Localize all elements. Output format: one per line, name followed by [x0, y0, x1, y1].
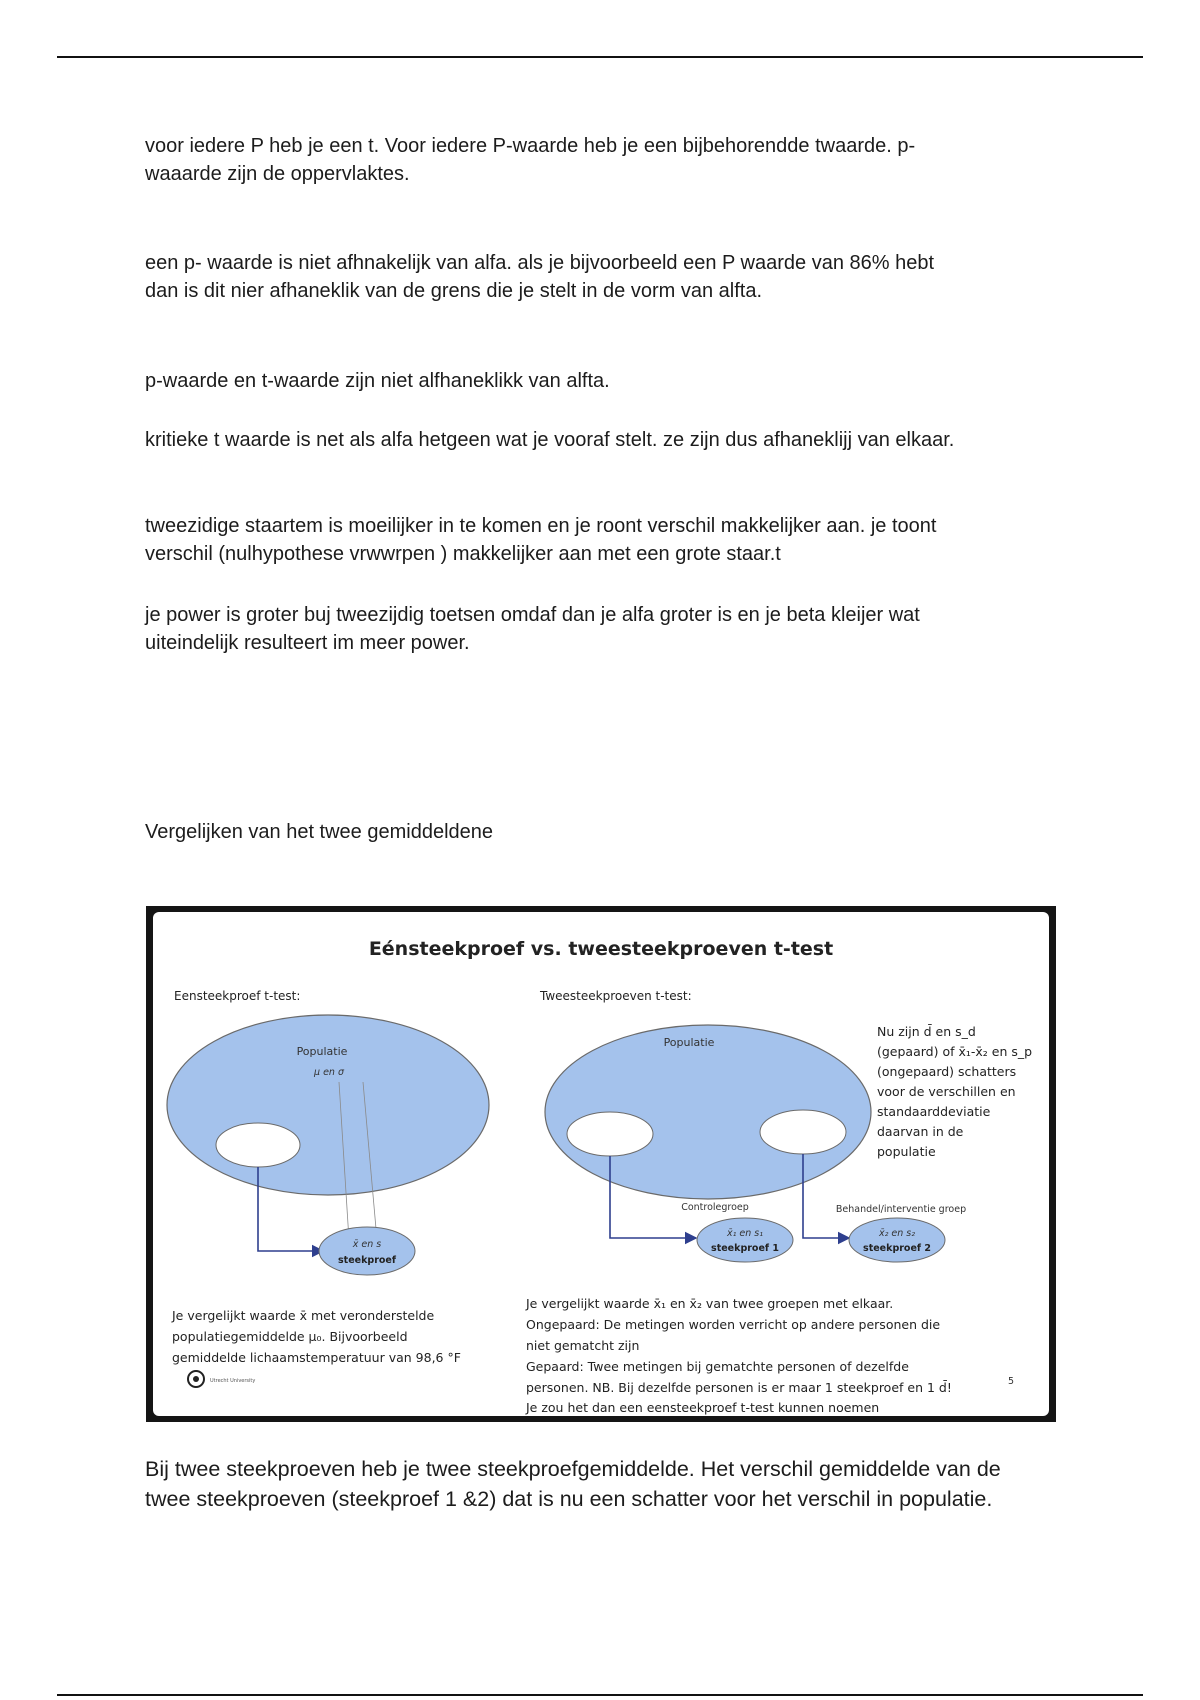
right-note: [525, 1296, 952, 1415]
text-line: Bij twee steekproeven heb je twee steekproefgemiddelde. Het verschil gemiddelde van de: [145, 1457, 1001, 1481]
paragraph-alfa: [145, 249, 1065, 305]
right-note-line: personen. NB. Bij dezelfde personen is er maar 1 steekproef en 1 d̄!: [526, 1380, 952, 1395]
paragraph-critical-t: [145, 426, 1065, 454]
left-note-line: populatiegemiddelde μ₀. Bijvoorbeeld: [172, 1329, 408, 1344]
right-subtitle: Tweesteekproeven t-test:: [540, 989, 692, 1003]
left-note-line: gemiddelde lichaamstemperatuur van 98,6 °F: [172, 1350, 461, 1365]
sample2-hole: [760, 1110, 846, 1154]
paragraph-p-values: [145, 132, 1065, 188]
left-population-ellipse: [167, 1015, 489, 1195]
side-note-line: daarvan in de: [877, 1124, 964, 1139]
left-sample-hole: [216, 1123, 300, 1167]
text-line: uiteindelijk resulteert im meer power.: [145, 632, 470, 654]
slide-title: Eénsteekproef vs. tweesteekproeven t-test: [368, 938, 834, 960]
left-note: [171, 1308, 461, 1365]
sample1-ellipse: [697, 1218, 793, 1262]
left-note-line: Je vergelijkt waarde x̄ met veronderstelde: [172, 1308, 435, 1323]
right-note-line: Gepaard: Twee metingen bij gematchte personen of dezelfde: [526, 1359, 909, 1374]
sample2-label: steekproef 2: [863, 1243, 931, 1254]
text-line: je power is groter buj tweezijdig toetsen omdaf dan je alfa groter is en je beta kleijer wat: [145, 604, 920, 626]
text-line: een p- waarde is niet afhnakelijk van alfa. als je bijvoorbeeld een P waarde van 86% hebt: [145, 252, 935, 274]
paragraph-independence: [145, 367, 1065, 395]
section-heading: [145, 818, 1065, 846]
text-line: voor iedere P heb je een t. Voor iedere P-waarde heb je een bijbehorendde twaarde. p-: [145, 135, 916, 157]
sample2-ellipse: [849, 1218, 945, 1262]
slide-page-number: 5: [1008, 1376, 1015, 1387]
left-population-label: Populatie: [296, 1045, 348, 1058]
side-note-line: Nu zijn d̄ en s_d: [877, 1024, 976, 1039]
control-group-label: Controlegroep: [681, 1202, 749, 1213]
bottom-rule: [57, 1694, 1143, 1696]
side-note-line: standaarddeviatie: [877, 1104, 991, 1119]
slide-canvas: [153, 912, 1049, 1416]
side-note-line: populatie: [877, 1144, 936, 1159]
text-line: p-waarde en t-waarde zijn niet alfhaneklikk van alfta.: [145, 370, 610, 392]
left-sample-label: steekproef: [338, 1255, 396, 1266]
text-line: dan is dit nier afhaneklik van de grens die je stelt in de vorm van alfta.: [145, 280, 763, 302]
paragraph-two-sided: [145, 512, 1065, 568]
slide-diagram: [153, 912, 1049, 1416]
sample1-label: steekproef 1: [711, 1243, 779, 1254]
paragraph-two-samples: [145, 1454, 1065, 1514]
left-sample-stats: x̄ en s: [352, 1239, 382, 1250]
text-line: kritieke t waarde is net als alfa hetgeen wat je vooraf stelt. ze zijn dus afhaneklijj van elkaar.: [145, 429, 955, 451]
text-line: twee steekproeven (steekproef 1 &2) dat is nu een schatter voor het verschil in populatie.: [145, 1487, 993, 1511]
treatment-group-label: Behandel/interventie groep: [835, 1204, 967, 1215]
text-line: tweezidige staartem is moeilijker in te komen en je roont verschil makkelijker aan. je toont: [145, 515, 937, 537]
left-params: μ en σ: [314, 1067, 344, 1078]
side-note-line: voor de verschillen en: [877, 1084, 1016, 1099]
text-line: verschil (nulhypothese vrwwrpen ) makkelijker aan met een grote staar.t: [145, 543, 781, 565]
side-note-line: (gepaard) of x̄₁-x̄₂ en s_p: [877, 1044, 1033, 1059]
university-logo-dot: [193, 1376, 199, 1382]
heading-text: Vergelijken van het twee gemiddeldene: [145, 821, 494, 843]
paragraph-power: [145, 601, 1065, 657]
slide-image: [146, 906, 1056, 1422]
left-sample-ellipse: [319, 1227, 415, 1275]
right-note-line: Je zou het dan een eensteekproef t-test kunnen noemen: [526, 1400, 880, 1415]
top-rule: [57, 56, 1143, 58]
right-note-line: Je vergelijkt waarde x̄₁ en x̄₂ van twee groepen met elkaar.: [526, 1296, 894, 1311]
side-note: [877, 1024, 1032, 1159]
side-note-line: (ongepaard) schatters: [877, 1064, 1017, 1079]
left-subtitle: Eensteekproef t-test:: [174, 989, 301, 1003]
sample2-stats: x̄₂ en s₂: [878, 1228, 916, 1239]
text-line: waaarde zijn de oppervlaktes.: [145, 163, 410, 185]
logo-text: Utrecht University: [210, 1378, 256, 1384]
right-note-line: Ongepaard: De metingen worden verricht op andere personen die: [526, 1317, 941, 1332]
sample1-hole: [567, 1112, 653, 1156]
right-population-label: Populatie: [663, 1036, 715, 1049]
right-note-line: niet gematcht zijn: [526, 1338, 640, 1353]
sample1-stats: x̄₁ en s₁: [726, 1228, 764, 1239]
